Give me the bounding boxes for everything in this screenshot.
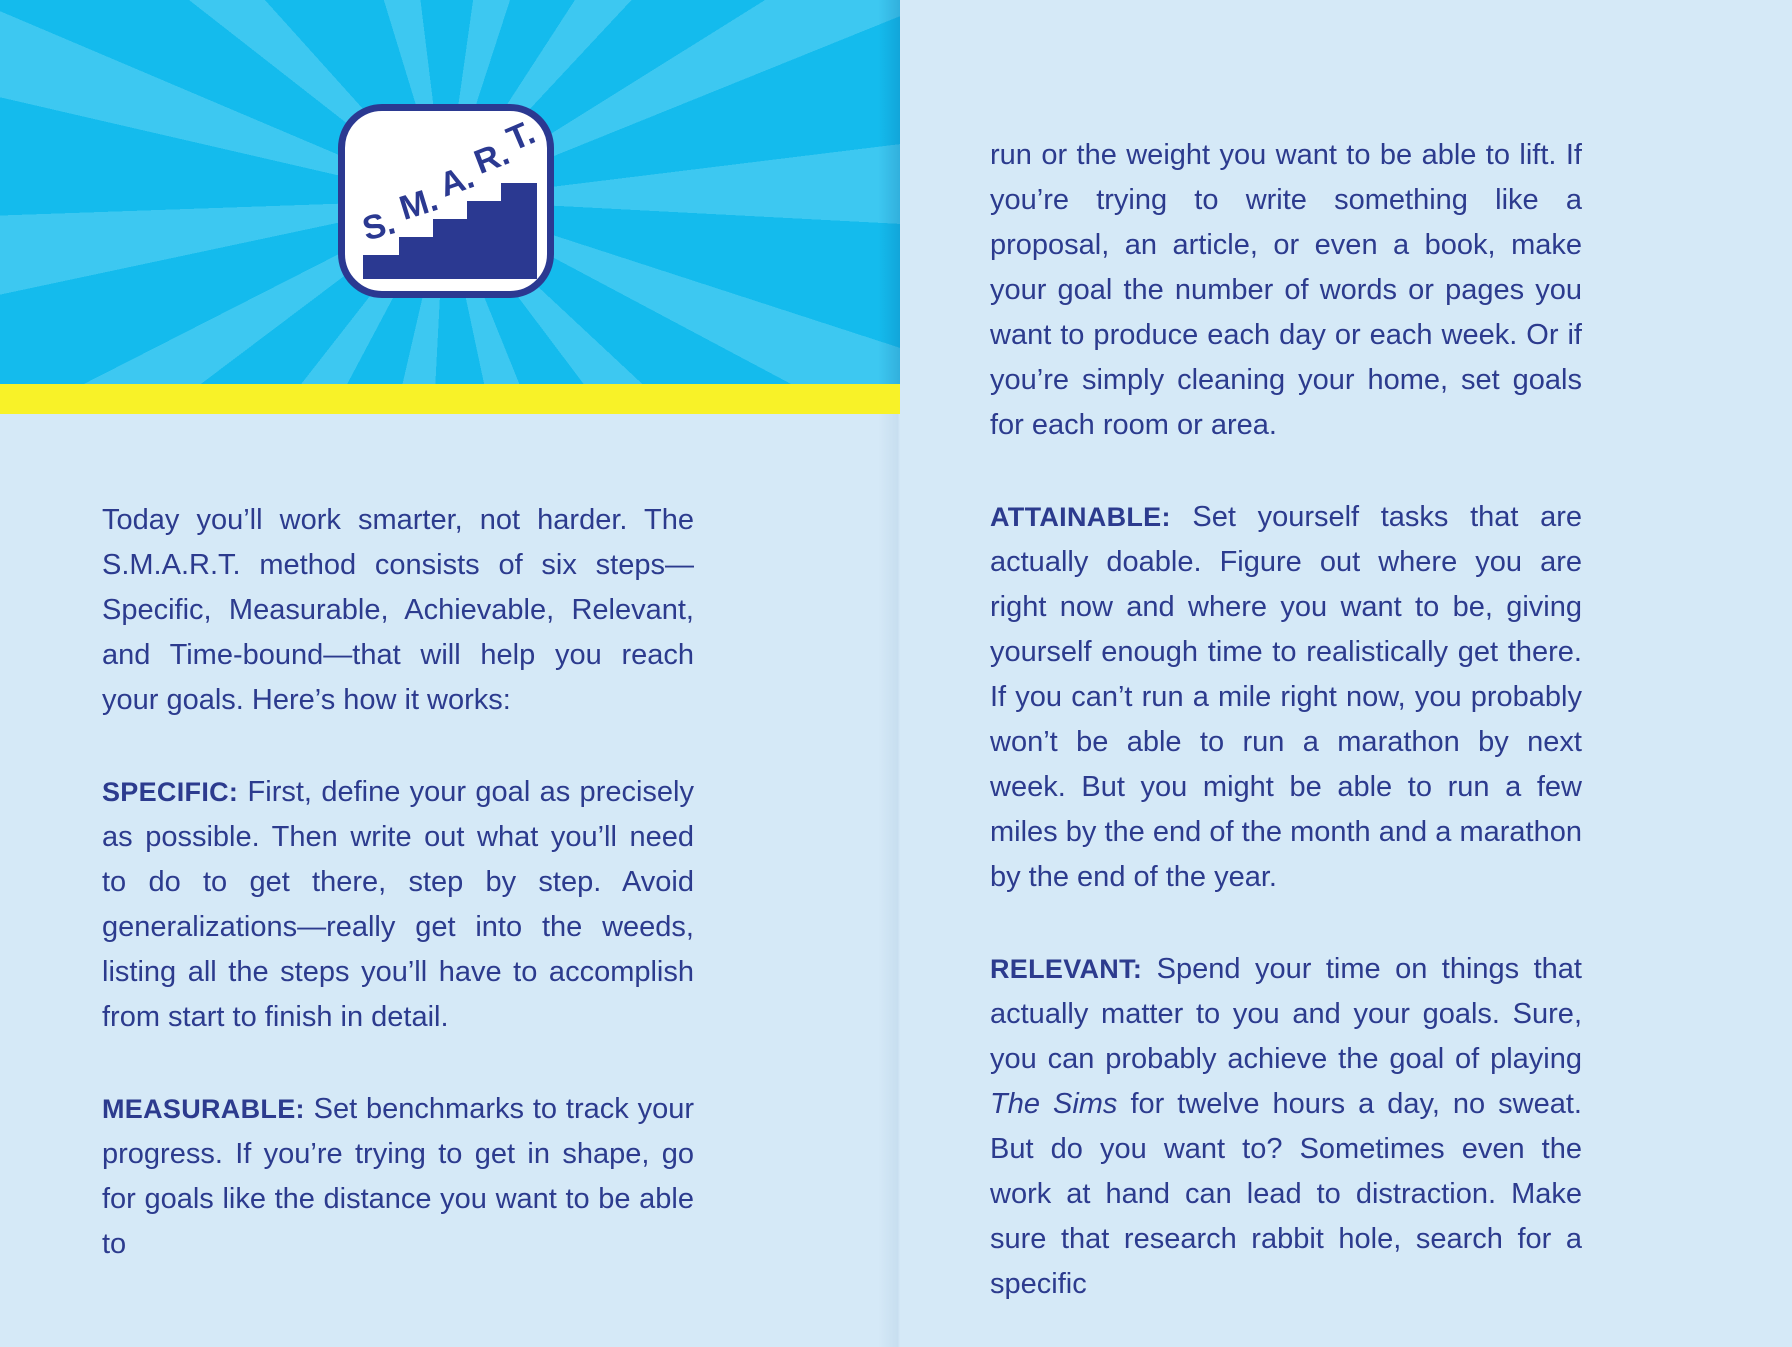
yellow-stripe xyxy=(0,384,900,414)
right-page-text-column xyxy=(990,133,1582,1307)
section-label: ATTAINABLE: xyxy=(990,502,1171,532)
logo-letter: R. xyxy=(469,134,515,182)
section-text: Set yourself tasks that are actually doable. Figure out where you are right now and where you want to be, giving yourself enough time to realistically get there. If you can’t run a mile right now, you probably won’t be able to run a marathon by next week. But you might be able to run a few miles by the end of the month and a marathon by the end of the year. xyxy=(990,501,1582,893)
section-text: Spend your time on things that actually matter to you and your goals. Sure, you can probably achieve the goal of playing xyxy=(990,953,1582,1075)
section-label: SPECIFIC: xyxy=(102,777,239,807)
logo-letter: T. xyxy=(501,113,541,159)
section-text: for twelve hours a day, no sweat. But do you want to? Sometimes even the work at hand can lead to distraction. Make sure that research rabbit hole, search for a specific xyxy=(990,1088,1582,1300)
italic-title: The Sims xyxy=(990,1088,1118,1120)
left-page-text-column xyxy=(102,498,694,1267)
continuation-text: run or the weight you want to be able to lift. If you’re trying to write something like a proposal, an article, or even a book, make your goal the number of words or pages you want to produce each day or each week. Or if you’re simply cleaning your home, set goals for each room or area. xyxy=(990,139,1582,441)
section-label: RELEVANT: xyxy=(990,954,1143,984)
section-text: First, define your goal as precisely as possible. Then write out what you’ll need to do to get there, step by step. Avoid generalizations—really get into the weeds, listing all the steps you’ll have to accomplish from start to finish in detail. xyxy=(102,776,694,1033)
smart-logo xyxy=(338,104,554,298)
continuation-paragraph xyxy=(990,133,1582,448)
page-gutter-shadow xyxy=(878,0,900,384)
logo-letter: S. xyxy=(358,203,400,249)
section-label: MEASURABLE: xyxy=(102,1094,305,1124)
section-measurable xyxy=(102,1087,694,1267)
logo-letter: A. xyxy=(434,157,480,205)
center-seam xyxy=(878,414,900,1347)
logo-letter: M. xyxy=(395,180,443,228)
intro-text: Today you’ll work smarter, not harder. The S.M.A.R.T. method consists of six steps—Specific, Measurable, Achievable, Relevant, and Time-bound—that will help you reach your goals. Here’s how it works: xyxy=(102,504,694,716)
intro-paragraph xyxy=(102,498,694,723)
section-text: Set benchmarks to track your progress. If you’re trying to get in shape, go for goals like the distance you want to be able to xyxy=(102,1093,694,1260)
sunburst-header xyxy=(0,0,900,384)
section-attainable xyxy=(990,495,1582,900)
section-relevant xyxy=(990,947,1582,1307)
section-specific xyxy=(102,770,694,1040)
